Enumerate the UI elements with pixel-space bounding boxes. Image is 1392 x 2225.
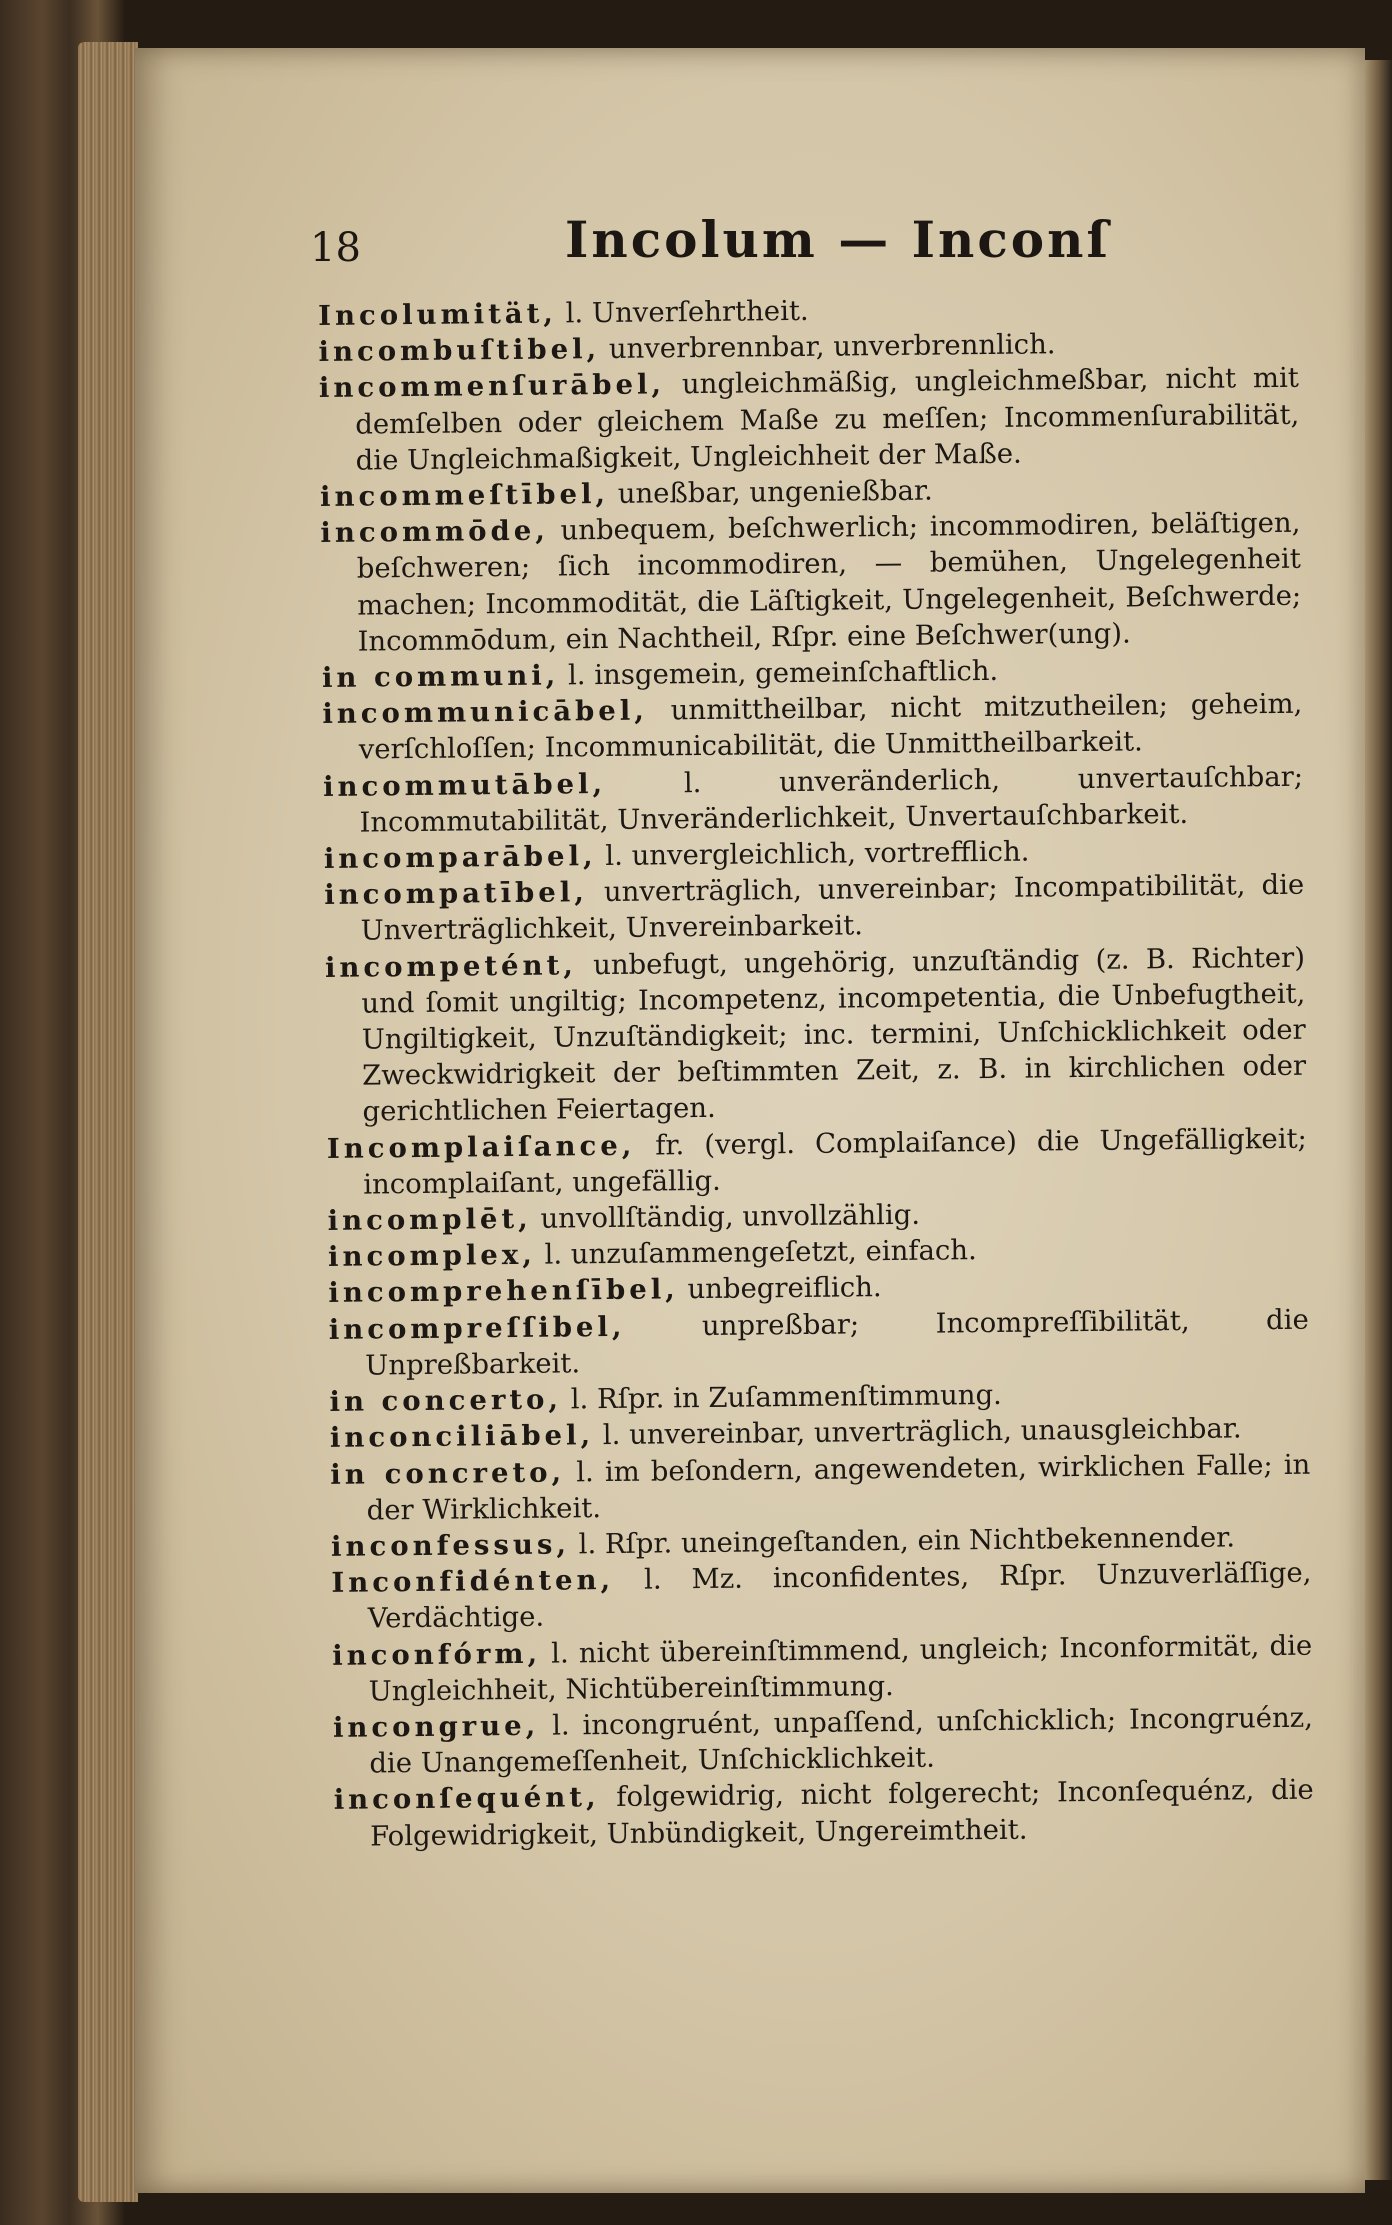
dictionary-entry [327,1120,1308,1203]
entry-definition: l. unvereinbar, unverträglich, unausgleichbar. [593,1412,1242,1452]
entry-definition: l. nicht übereinſtimmend, ungleich; Inconformität, die Ungleichheit, Nichtübereinſtimmung. [368,1629,1313,1708]
page-header [310,210,1310,280]
entry-headword: Incolumität, [318,297,558,332]
entry-definition: ungleichmäßig, ungleichmeßbar, nicht mit demſelben oder gleichem Maße zu meſſen; Incommenſurabilität, die Ungleichmaßigkeit, Ungleichheit der Maße. [355,362,1300,477]
entry-headword: in concerto, [329,1383,563,1419]
dictionary-entry [324,867,1305,950]
entry-headword: inconciliābel, [329,1419,595,1455]
entry-headword: incomprehenſībel, [328,1273,679,1310]
dictionary-entry [334,1772,1315,1855]
entry-definition: l. im beſondern, angewendeten, wirklichen Falle; in der Wirklichkeit. [366,1448,1311,1527]
entry-definition: unbequem, beſchwerlich; incommodiren, beläſtigen, beſchweren; ſich incommodiren, — bemühen, Ungelegenheit machen; Incommodität, die Läſtigkeit, Ungelegenheit, Beſchwerde; Incommōdum, ein Nachtheil, Rſpr. eine Beſchwer(ung). [356,506,1302,658]
entry-headword: incomplēt, [327,1202,532,1238]
entry-headword: incompatībel, [324,876,588,912]
dictionary-entry [333,1700,1314,1783]
entry-definition: l. insgemein, gemeinſchaftlich. [559,654,999,692]
entry-headword: incomparābel, [323,840,597,876]
entry-definition: l. Rſpr. in Zuſammenſtimmung. [561,1378,1002,1416]
dictionary-entry [319,360,1300,479]
entry-headword: incommunicābel, [322,694,648,731]
dictionary-entry [323,758,1304,841]
entry-definition: unbegreiflich. [678,1271,882,1306]
dictionary-entry [320,505,1301,660]
entry-headword: incommenſurābel, [318,368,666,405]
entry-definition: l. Mz. inconfidentes, Rſpr. Unzuverläſſige, Verdächtige. [367,1556,1312,1635]
entry-headword: in concreto, [330,1455,566,1491]
entry-definition: uneßbar, ungenießbar. [608,474,933,510]
entry-definition: folgewidrig, nicht folgerecht; Inconſequénz, die Folgewidrigkeit, Unbündigkeit, Ungereimtheit. [369,1773,1314,1853]
dictionary-entry [329,1301,1310,1384]
entry-definition: l. unveränderlich, unvertauſchbar; Incommutabilität, Unveränderlichkeit, Unvertauſchbarkeit. [359,760,1304,839]
entry-definition: unpreßbar; Incompreſſibilität, die Unpreßbarkeit. [365,1303,1309,1382]
entry-definition: unverträglich, unvereinbar; Incompatibilität, die Unverträglichkeit, Unvereinbarkeit. [360,868,1305,948]
entry-headword: incompetént, [324,948,577,984]
entry-headword: Inconfidénten, [331,1564,615,1600]
entry-headword: incommeſtībel, [319,477,610,514]
entry-headword: incongrue, [332,1709,540,1744]
entry-definition: l. incongruént, unpaſſend, unſchicklich; Incongruénz, die Unangemeſſenheit, Unſchicklichkeit. [369,1701,1314,1780]
entry-headword: inconſequént, [333,1781,600,1817]
entry-headword: incommōde, [320,514,549,550]
entry-headword: incommutābel, [322,767,607,803]
entry-headword: inconfórm, [332,1637,542,1672]
page-number: 18 [310,225,361,271]
entry-headword: in communi, [321,659,560,695]
dictionary-entry [325,939,1307,1130]
entry-headword: incomplex, [327,1239,536,1274]
entry-definition: unmittheilbar, nicht mitzutheilen; geheim, verſchloſſen; Incommunicabilität, die Unmittheilbarkeit. [358,687,1303,767]
dictionary-entry [332,1627,1313,1710]
entry-definition: unvollſtändig, unvollzählig. [531,1198,921,1235]
entry-definition: l. unvergleichlich, vortrefflich. [596,835,1030,873]
dictionary-entry [330,1446,1311,1529]
running-head: Incolum — Inconſ [565,210,1111,269]
page-stack-edge [78,42,138,2202]
dictionary-entries [318,288,1314,1855]
dictionary-entry [331,1555,1312,1638]
entry-headword: incombuſtibel, [318,333,601,369]
entry-definition: unverbrennbar, unverbrennlich. [599,328,1056,366]
entry-definition: l. Rſpr. uneingeſtanden, ein Nichtbekennender. [569,1521,1236,1561]
entry-headword: inconfessus, [330,1528,571,1563]
entry-definition: l. Unverſehrtheit. [556,294,809,330]
entry-definition: fr. (vergl. Complaiſance) die Ungefälligkeit; incomplaiſant, ungefällig. [363,1122,1308,1201]
entry-definition: l. unzuſammengeſetzt, einfach. [535,1234,977,1272]
entry-headword: Incomplaiſance, [326,1129,636,1165]
entry-definition: unbefugt, ungehörig, unzuſtändig (z. B. Richter) und ſomit ungiltig; Incompetenz, incompetentia, die Unbefugtheit, Ungiltigkeit, Unzuſtändigkeit; inc. termini, Unſchicklichkeit oder Zweckwidrigkeit der beſtimmten Zeit, z. B. in kirchlichen oder gerichtlichen Feiertagen. [361,941,1307,1129]
dictionary-entry [322,686,1303,769]
entry-headword: incompreſſibel, [328,1310,626,1346]
